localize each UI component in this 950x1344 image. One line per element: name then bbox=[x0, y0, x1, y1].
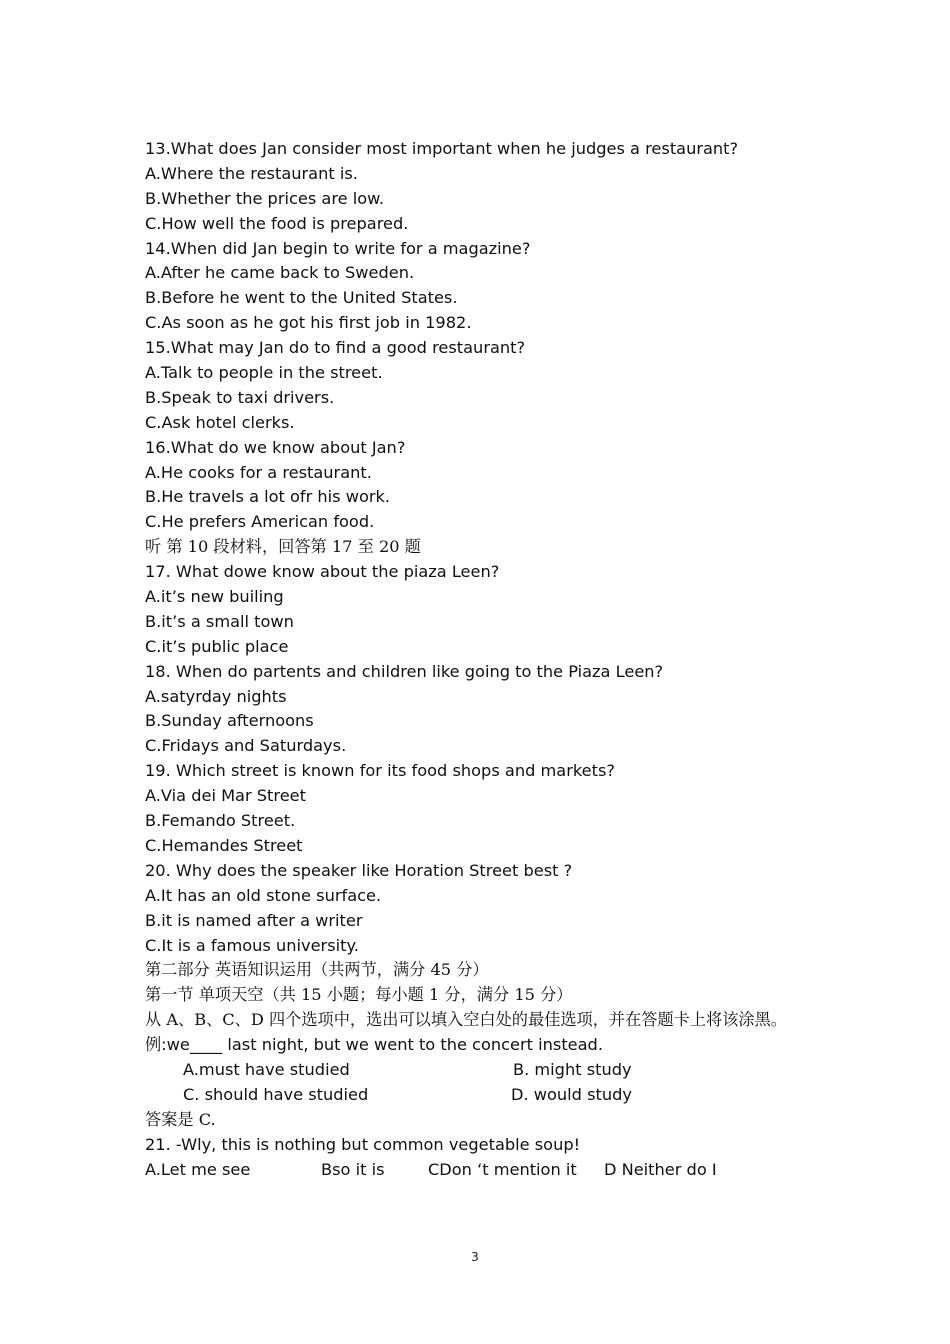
option-14-b: B.Before he went to the United States. bbox=[145, 288, 458, 308]
option-20-a: A.It has an old stone surface. bbox=[145, 885, 382, 905]
example-option-d: D. would study bbox=[511, 1084, 632, 1104]
question-13: 13.What does Jan consider most important when he judges a restaurant? bbox=[145, 139, 739, 158]
instruction-paragraph: 从 A、B、C、D 四个选项中，选出可以填入空白处的最佳选项，并在答题卡上将该涂黑。 bbox=[145, 1010, 787, 1030]
option-15-b: B.Speak to taxi drivers. bbox=[145, 387, 335, 407]
option-18-a: A.satyrday nights bbox=[145, 686, 287, 706]
option-18-c: C.Fridays and Saturdays. bbox=[145, 736, 347, 756]
question-16: 16.What do we know about Jan? bbox=[145, 437, 406, 457]
option-21-a: A.Let me see bbox=[145, 1159, 251, 1179]
option-19-b: B.Femando Street. bbox=[145, 811, 296, 831]
example-option-c: C. should have studied bbox=[183, 1084, 369, 1104]
option-16-b: B.He travels a lot ofr his work. bbox=[145, 487, 391, 507]
example-answer: 答案是 C. bbox=[145, 1109, 216, 1129]
question-21-options bbox=[145, 1158, 825, 1183]
question-17: 17. What dowe know about the piaza Leen? bbox=[145, 562, 500, 582]
question-15: 15.What may Jan do to find a good restaurant? bbox=[145, 338, 526, 358]
question-14: 14.When did Jan begin to write for a magazine? bbox=[145, 238, 531, 258]
example-option-b: B. might study bbox=[513, 1059, 632, 1079]
option-13-b: B.Whether the prices are low. bbox=[145, 188, 385, 208]
option-14-c: C.As soon as he got his first job in 1982. bbox=[145, 313, 472, 333]
option-16-c: C.He prefers American food. bbox=[145, 512, 375, 532]
option-21-c: CDon ‘t mention it bbox=[428, 1159, 577, 1179]
option-15-a: A.Talk to people in the street. bbox=[145, 363, 383, 383]
option-21-b: Bso it is bbox=[321, 1159, 385, 1179]
section-one-heading: 第一节 单项天空（共 15 小题；每小题 1 分，满分 15 分） bbox=[145, 985, 573, 1005]
option-15-c: C.Ask hotel clerks. bbox=[145, 412, 295, 432]
example-question: 例:we____ last night, but we went to the concert instead. bbox=[145, 1035, 603, 1055]
example-options-row-2 bbox=[145, 1083, 825, 1108]
question-20: 20. Why does the speaker like Horation Street best ? bbox=[145, 860, 573, 880]
option-17-b: B.it’s a small town bbox=[145, 611, 294, 631]
option-16-a: A.He cooks for a restaurant. bbox=[145, 462, 372, 482]
page-content bbox=[145, 137, 825, 1182]
option-18-b: B.Sunday afternoons bbox=[145, 711, 314, 731]
question-18: 18. When do partents and children like going to the Piaza Leen? bbox=[145, 661, 664, 681]
part-two-heading: 第二部分 英语知识运用（共两节，满分 45 分） bbox=[145, 960, 489, 980]
example-options-row-1 bbox=[145, 1058, 825, 1083]
option-19-c: C.Hemandes Street bbox=[145, 835, 303, 855]
option-13-c: C.How well the food is prepared. bbox=[145, 213, 409, 233]
option-14-a: A.After he came back to Sweden. bbox=[145, 263, 415, 283]
example-option-a: A.must have studied bbox=[183, 1059, 350, 1079]
option-17-a: A.it’s new builing bbox=[145, 587, 284, 607]
question-19: 19. Which street is known for its food shops and markets? bbox=[145, 761, 615, 781]
question-21: 21. -Wly, this is nothing but common vegetable soup! bbox=[145, 1134, 581, 1154]
option-20-c: C.It is a famous university. bbox=[145, 935, 359, 955]
option-17-c: C.it’s public place bbox=[145, 636, 289, 656]
section-heading-listening-10: 听 第 10 段材料，回答第 17 至 20 题 bbox=[145, 537, 421, 557]
option-20-b: B.it is named after a writer bbox=[145, 910, 363, 930]
option-13-a: A.Where the restaurant is. bbox=[145, 163, 358, 183]
option-19-a: A.Via dei Mar Street bbox=[145, 786, 306, 806]
option-21-d: D Neither do I bbox=[604, 1159, 717, 1179]
page-number: 3 bbox=[471, 1250, 479, 1264]
